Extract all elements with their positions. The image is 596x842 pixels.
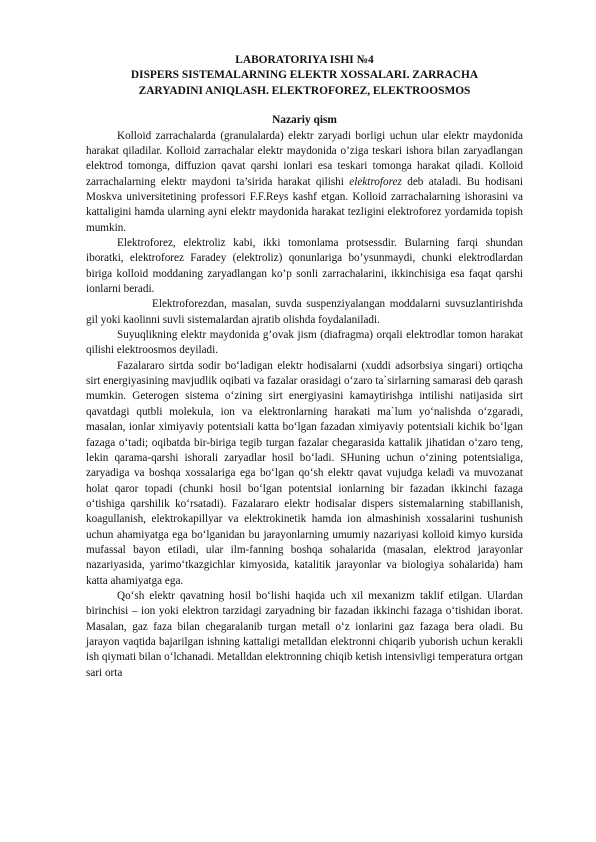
page-content [86, 53, 523, 681]
paragraph-3: Elektroforezdan, masalan, suvda suspenziyalangan moddalarni suvsuzlantirishda gil yoki kaolinni suvli sistemalardan ajratib olishda foydalaniladi. [86, 298, 523, 326]
paragraph-1 [86, 129, 523, 236]
paragraph-5: Fazalararo sirtda sodir bo‘ladigan elektr hodisalarni (xuddi adsorbsiya singari) ortiqcha sirt energiyasining mavjudlik oqibati va fazalar orasidagi o‘zaro ta`sirlarning samarasi deb qarash mumkin. Geterogen sistema o‘zining sirt energiyasini kamaytirishga intilishi natijasida sirt qavatdagi qutbli molekula, ion va elektronlarning harakati ma`lum yo‘nalishda o‘zgaradi, masalan, ionlar ximiyaviy potentsiali katta bo‘lgan fazadan ximiyaviy potentsiali kichik bo‘lgan fazaga o‘tadi; oqibatda bir-biriga tegib turgan fazalar chegarasida kattalik jihatidan o‘zaro teng, lekin qarama-qarshi ishorali zaryadlar hosil bo‘ladi. SHuning uchun o‘zining potentsialiga, zaryadiga va boshqa xossalariga ega bo‘lgan qo‘sh elektr qavat vujudga keladi va muvozanat holat qaror topadi (chunki hosil bo‘lgan potentsial ionlarning bir fazadan ikkinchi fazaga o‘tishiga qarshilik ko‘rsatadi). Fazalararo elektr hodisalar dispers sistemalarning stabillanish, koagullanish, elektrokapillyar va elektrokinetik hamda ion almashinish xossalarini tushunish uchun ahamiyatga ega bo‘lganidan bu jarayonlarning umumiy nazariyasi kolloid kimyo kursida mufassal bayon etiladi, ular ilm-fanning boshqa sohalarida (masalan, elektrod jarayonlar nazariyasida, yarimo‘tkazgichlar kimyosida, katalitik jarayonlar va biologiya sohalarida) ham katta ahamiyatga ega. [86, 359, 523, 587]
section-heading: Nazariy qism [272, 114, 337, 127]
lab-title-line-2: ZARYADINI ANIQLASH. ELEKTROFOREZ, ELEKTROOSMOS [138, 84, 471, 97]
paragraph-1-text-a: Kolloid zarrachalarda (granulalarda) elektr zaryadi borligi uchun ular elektr maydonida harakat qiladilar. Kolloid zarrachalar elektr maydonida o’ziga teskari ishora bilan zaryadlangan elektrod tomonga, diffuzion qavat qarshi ionlari esa teskari tomonga harakat qiladi. Kolloid zarrachalarning elektr maydoni ta’sirida harakat qilishi [86, 129, 523, 188]
paragraph-4: Suyuqlikning elektr maydonida g’ovak jism (diafragma) orqali elektrodlar tomon harakat qilishi elektroosmos deyiladi. [86, 329, 523, 357]
lab-title-line-1: DISPERS SISTEMALARNING ELEKTR XOSSALARI. ZARRACHA [130, 69, 479, 82]
paragraph-2: Elektroforez, elektroliz kabi, ikki tomonlama protsessdir. Bularning farqi shundan iboratki, elektroforez Faradey (elektroliz) qonunlariga bo’ysunmaydi, chunki elektrodlardan biriga kolloid moddaning zaryadlangan ko’p sonli zarrachalarini, ikkinchisiga esa faqat qarshi ionlarni beradi. [86, 237, 523, 296]
paragraph-6: Qo‘sh elektr qavatning hosil bo‘lishi haqida uch xil mexanizm taklif etilgan. Ulardan birinchisi – ion yoki elektron tarzidagi zaryadning bir fazadan ikkinchi fazaga o‘tishidan iborat. Masalan, gaz faza bilan chegaralanib turgan metall o‘z ionlarini gaz fazaga bera oladi. Bu jarayon vaqtida bajarilgan ishning kattaligi metalldan elektronni chiqarib yuborish uchun kerakli ish qiymati bilan o‘lchanadi. Metalldan elektronning chiqib ketish intensivligi temperatura ortgan sari orta [86, 589, 523, 679]
paragraph-1-text-b: deb ataladi. Bu hodisani Moskva universitetining professori F.F.Reys kashf etgan. Kolloid zarrachalarning ishorasini va kattaligini hamda ularning ayni elektr maydonida harakat tezligini elektroforez yordamida topish mumkin. [86, 175, 524, 234]
body-text [86, 129, 523, 681]
paragraph-1-emphasis: elektroforez [349, 175, 402, 188]
lab-number-title: LABORATORIYA ISHI №4 [235, 54, 374, 66]
